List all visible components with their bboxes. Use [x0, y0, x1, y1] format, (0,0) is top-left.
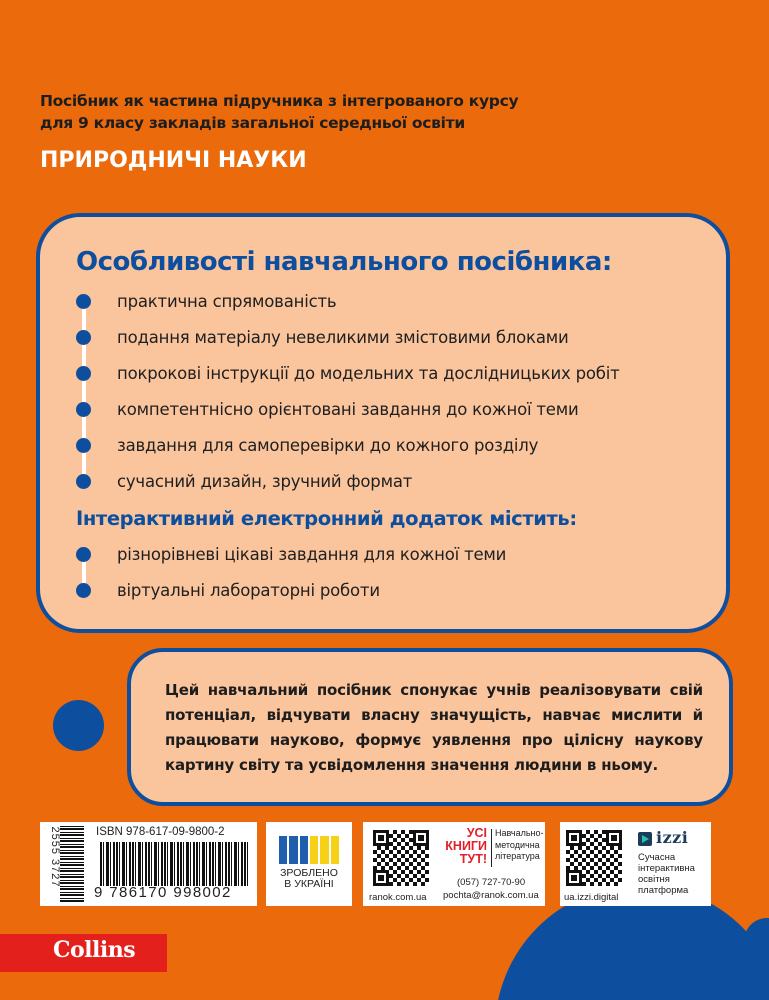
desc-line-1: Сучасна — [638, 852, 676, 863]
qr-code-icon[interactable] — [566, 830, 622, 886]
izzi-platform-card — [560, 822, 711, 906]
list-item-text: різнорівневі цікаві завдання для кожної теми — [117, 544, 507, 564]
isbn-label: ISBN 978-617-09-9800-2 — [96, 826, 225, 838]
izzi-url-link[interactable]: ua.izzi.digital — [564, 892, 619, 903]
slogan — [437, 827, 487, 866]
ranok-publisher-card — [363, 822, 545, 906]
bullet-dot-icon — [76, 366, 91, 381]
intro-line-1: Посібник як частина підручника з інтегрованого курсу — [40, 92, 519, 110]
subject-title: ПРИРОДНИЧІ НАУКИ — [40, 148, 307, 173]
barcode-digits: 9 786170 998002 — [94, 884, 232, 901]
desc-line-3: освітня — [638, 874, 670, 885]
side-code: 2555 3727 — [49, 826, 61, 888]
summary-panel — [127, 648, 733, 806]
list-item-text: покрокові інструкції до модельних та дослідницьких робіт — [117, 363, 620, 383]
ranok-url-link[interactable]: ranok.com.ua — [369, 892, 427, 903]
list-item-text: компетентнісно орієнтовані завдання до кожної теми — [117, 399, 579, 419]
desc-line-2: методична — [495, 839, 540, 850]
ranok-description — [495, 828, 544, 863]
bullet-dot-icon — [76, 583, 91, 598]
bullet-dot-icon — [76, 474, 91, 489]
ranok-phone: (057) 727-70-90 — [457, 877, 526, 888]
ukraine-stripes-icon — [279, 836, 339, 864]
publisher-name: Collins — [53, 937, 136, 963]
list-item — [76, 325, 569, 349]
list-item — [76, 397, 579, 421]
made-in-ukraine-line-2: В УКРАЇНІ — [284, 878, 334, 890]
barcode-icon — [100, 842, 250, 886]
desc-line-1: Навчально- — [495, 828, 544, 838]
slogan-line-1: УСІ — [466, 826, 487, 840]
bullet-dot-icon — [76, 547, 91, 562]
list-item-text: сучасний дизайн, зручний формат — [117, 471, 413, 491]
made-in-ukraine-line-1: ЗРОБЛЕНО — [280, 867, 338, 879]
slogan-line-3: ТУТ! — [459, 852, 487, 866]
list-item — [76, 433, 538, 457]
izzi-play-logo-icon — [638, 832, 652, 846]
list-item-text: подання матеріалу невеликими змістовими блоками — [117, 327, 569, 347]
intro-text — [40, 90, 740, 134]
collins-logo — [0, 934, 167, 972]
decorative-circle-left — [53, 700, 104, 751]
bullet-dot-icon — [76, 330, 91, 345]
izzi-description — [638, 852, 695, 896]
list-item — [76, 289, 336, 313]
slogan-line-2: КНИГИ — [445, 839, 487, 853]
bullet-dot-icon — [76, 294, 91, 309]
made-in-ukraine-badge — [266, 822, 352, 906]
features-panel — [36, 213, 730, 633]
isbn-barcode-card — [40, 822, 257, 906]
desc-line-3: література — [495, 851, 540, 861]
intro-line-2: для 9 класу закладів загальної середньої освіти — [40, 114, 465, 132]
list-item-text: віртуальні лабораторні роботи — [117, 580, 380, 600]
bullet-dot-icon — [76, 402, 91, 417]
list-item — [76, 361, 620, 385]
desc-line-4: платформа — [638, 885, 689, 896]
summary-text: Цей навчальний посібник спонукає учнів реалізовувати свій потенціал, відчувати власну значущість, навчає мислити й працювати науково, формує уявлення про цілісну наукову картину світу та усвідомлення значення людини в ньому. — [165, 681, 703, 774]
made-in-ukraine-text — [266, 868, 352, 890]
qr-code-icon[interactable] — [373, 830, 429, 886]
list-item — [76, 542, 506, 566]
bullet-dot-icon — [76, 438, 91, 453]
divider — [491, 829, 492, 867]
list-item-text: завдання для самоперевірки до кожного розділу — [117, 435, 539, 455]
list-item — [76, 578, 380, 602]
ranok-email-link[interactable]: pochta@ranok.com.ua — [443, 890, 539, 901]
features-title: Особливості навчального посібника: — [76, 247, 612, 277]
list-item — [76, 469, 412, 493]
interactive-title: Інтерактивний електронний додаток містить: — [76, 507, 577, 530]
side-barcode — [60, 826, 84, 902]
desc-line-2: інтерактивна — [638, 863, 695, 874]
list-item-text: практична спрямованість — [117, 291, 337, 311]
izzi-logo-text: izzi — [656, 828, 689, 847]
